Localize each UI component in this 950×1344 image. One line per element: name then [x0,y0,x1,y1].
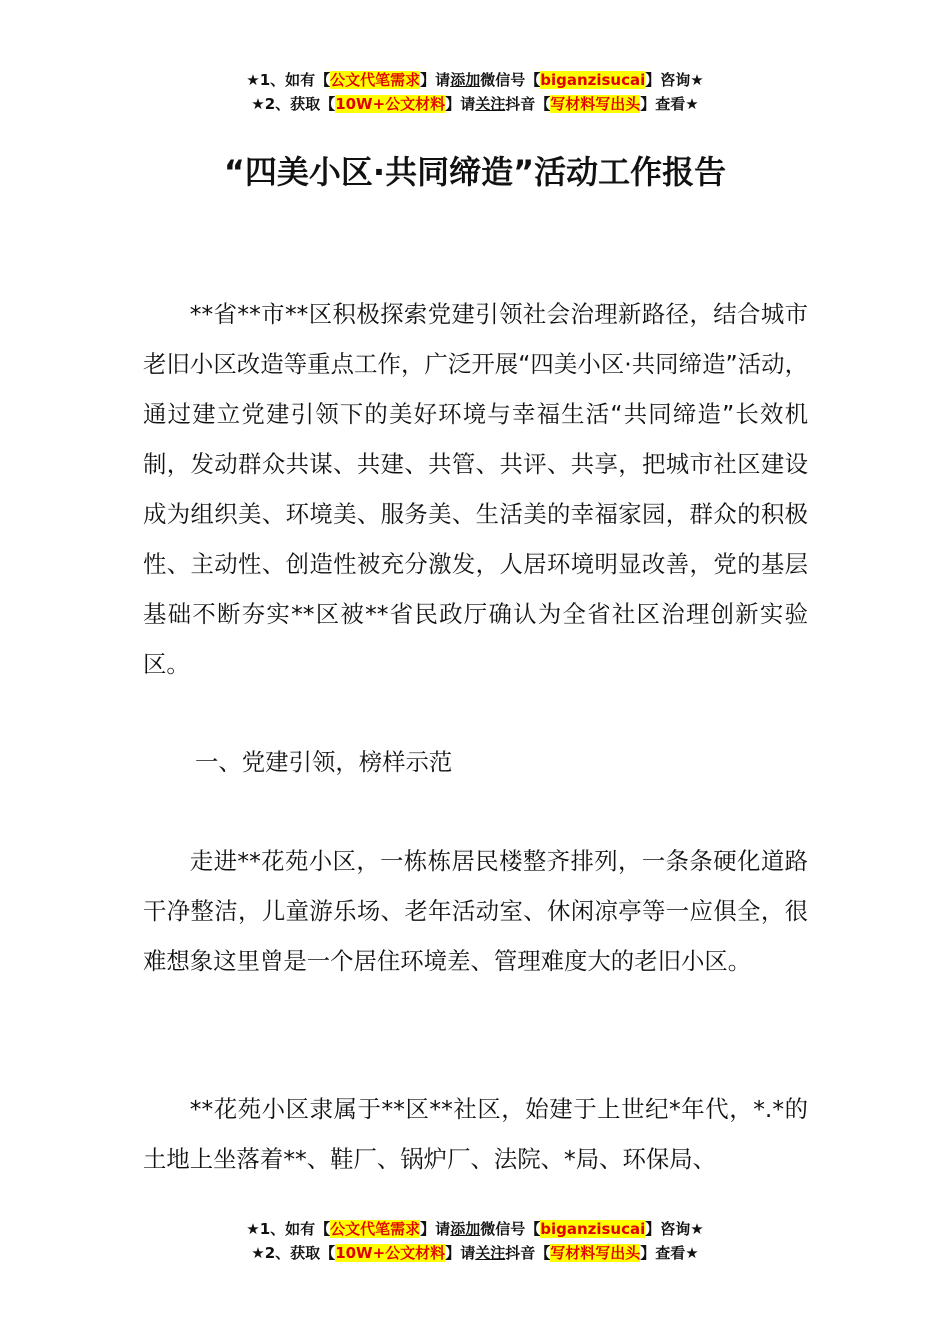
footer-banner [0,1217,950,1265]
banner-underlined: 关注 [475,1244,506,1262]
paragraph-history: **花苑小区隶属于**区**社区，始建于上世纪*年代，*.*的土地上坐落着**、鞋厂、锅炉厂、法院、*局、环保局、 [143,1095,808,1173]
douyin-account: 写材料写出头 [550,95,641,113]
section-heading: 一、党建引领，榜样示范 [195,748,453,776]
banner-text: 】请 [420,1220,451,1238]
banner-highlight: 公文代笔需求 [330,1220,421,1238]
banner-highlight: 10W+公文材料 [335,95,446,113]
banner-underlined: 添加 [450,71,481,89]
banner-text: ★2、获取【 [251,95,336,113]
wechat-id: biganzisucai [540,1220,646,1238]
document-title: “四美小区·共同缔造”活动工作报告 [223,153,727,191]
banner-underlined: 添加 [450,1220,481,1238]
document-body-part-1 [143,289,808,689]
douyin-account: 写材料写出头 [550,1244,641,1262]
banner-text: ★1、如有【 [246,71,331,89]
wechat-id: biganzisucai [540,71,646,89]
banner-text: 】查看★ [640,95,699,113]
banner-text: 抖音【 [505,95,551,113]
banner-text: ★1、如有【 [246,1220,331,1238]
banner-text: 】请 [445,1244,476,1262]
banner-underlined: 关注 [475,95,506,113]
banner-text: 微信号【 [480,71,541,89]
document-body-part-2 [143,836,808,986]
banner-line-2 [0,92,950,116]
banner-text: 微信号【 [480,1220,541,1238]
banner-line-2 [0,1241,950,1265]
header-banner [0,68,950,116]
banner-text: ★2、获取【 [251,1244,336,1262]
banner-text: 抖音【 [505,1244,551,1262]
banner-text: 】咨询★ [645,71,704,89]
paragraph-section-1: 走进**花苑小区，一栋栋居民楼整齐排列，一条条硬化道路干净整洁，儿童游乐场、老年活动室、休闲凉亭等一应俱全，很难想象这里曾是一个居住环境差、管理难度大的老旧小区。 [143,847,808,975]
paragraph-intro: **省**市**区积极探索党建引领社会治理新路径，结合城市老旧小区改造等重点工作，广泛开展“四美小区·共同缔造”活动，通过建立党建引领下的美好环境与幸福生活“共同缔造”长效机制，发动群众共谋、共建、共管、共评、共享，把城市社区建设成为组织美、环境美、服务美、生活美的幸福家园，群众的积极性、主动性、创造性被充分激发，人居环境明显改善，党的基层基础不断夯实**区被**省民政厅确认为全省社区治理创新实验区。 [143,300,808,678]
banner-text: 】查看★ [640,1244,699,1262]
banner-text: 】请 [445,95,476,113]
banner-highlight: 10W+公文材料 [335,1244,446,1262]
banner-line-1 [0,1217,950,1241]
banner-text: 】咨询★ [645,1220,704,1238]
banner-text: 】请 [420,71,451,89]
banner-highlight: 公文代笔需求 [330,71,421,89]
banner-line-1 [0,68,950,92]
document-body-part-3 [143,1084,808,1184]
